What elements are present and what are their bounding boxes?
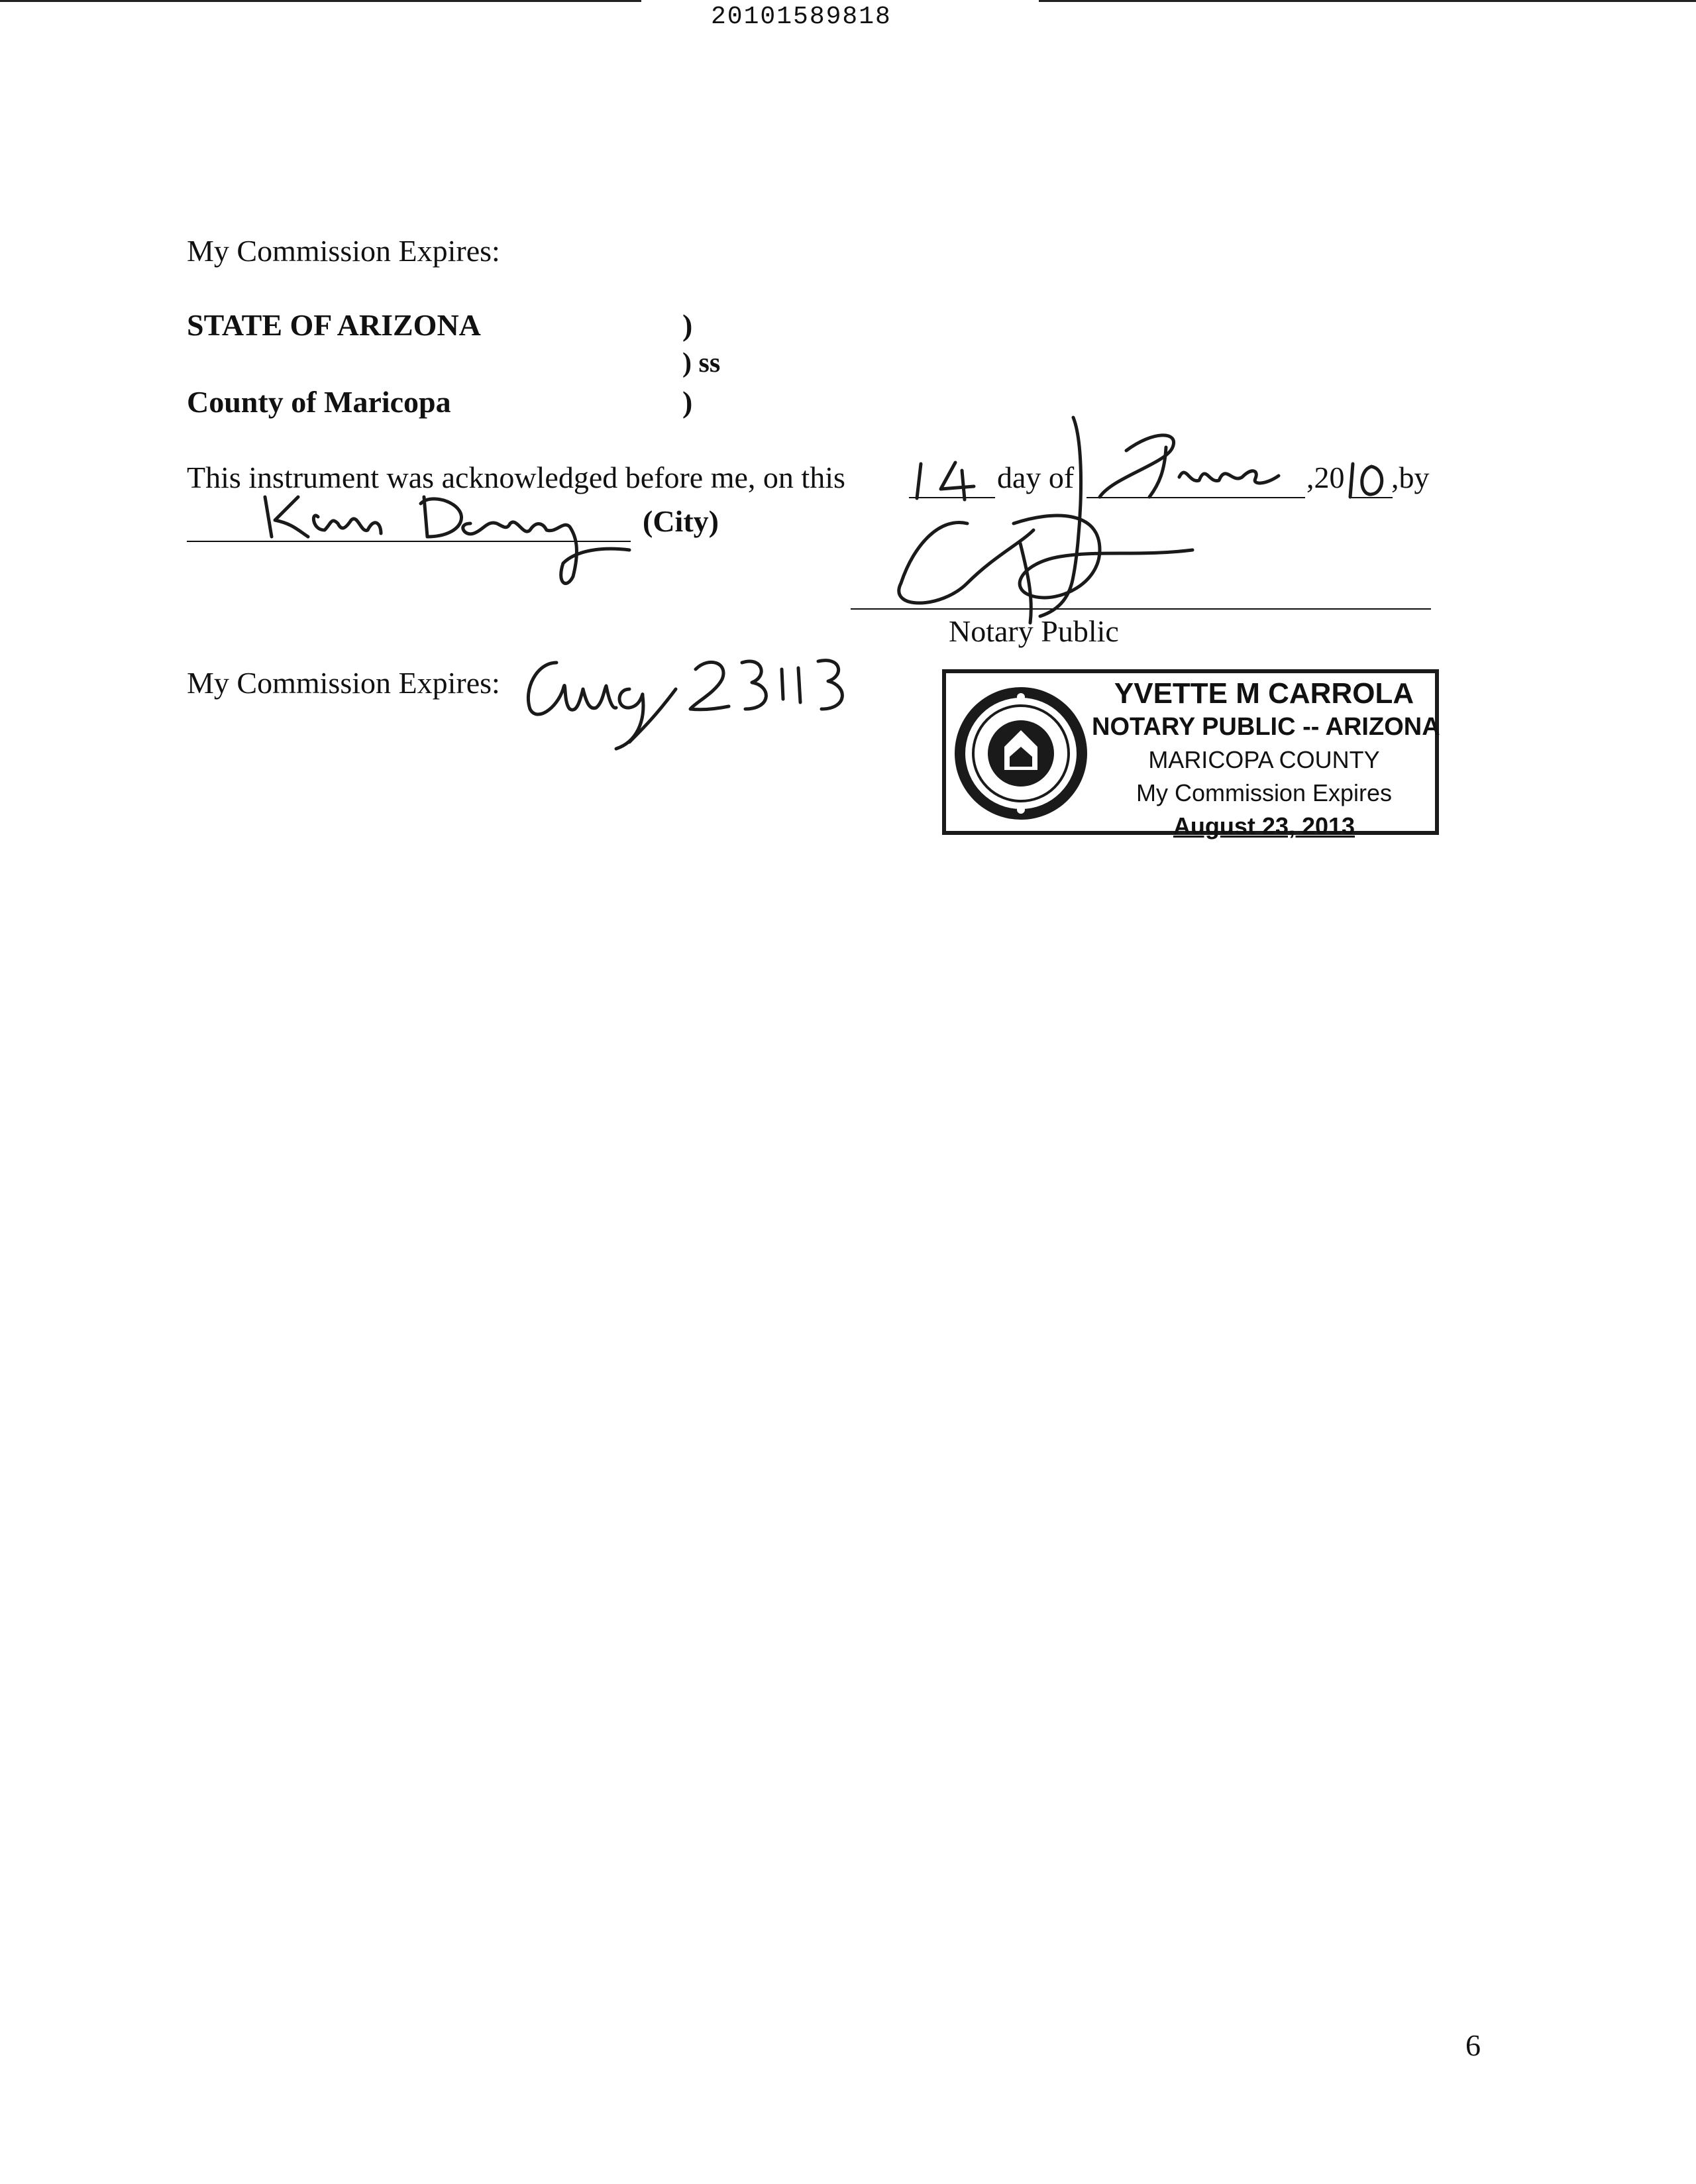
top-border-line [0,0,641,2]
state-label: STATE OF ARIZONA [187,308,481,342]
stamp-county: MARICOPA COUNTY [1148,746,1380,773]
stamp-notary-name: YVETTE M CARROLA [1114,677,1414,710]
stamp-commission-date: August 23, 2013 [1173,812,1355,840]
stamp-notary-title: NOTARY PUBLIC -- ARIZONA [1092,713,1440,741]
commission-expires-label: My Commission Expires: [187,234,500,268]
document-number: 20101589818 [711,3,892,31]
handwritten-name [245,484,629,590]
ss-marker: ) ss [682,348,721,378]
handwritten-expiration [517,649,822,755]
arizona-state-seal-icon [951,684,1090,823]
commission-expires-label-2: My Commission Expires: [187,666,500,700]
by-text: ,by [1391,461,1430,494]
notary-signature [861,411,1206,623]
year-prefix: ,20 [1306,461,1345,494]
page-number: 6 [1465,2028,1481,2062]
top-border-line [1039,0,1696,2]
stamp-commission-label: My Commission Expires [1136,779,1393,806]
notary-stamp [942,669,1440,840]
handwritten-year [1345,457,1398,504]
acknowledgment-text: This instrument was acknowledged before me, on this [187,461,845,494]
county-label: County of Maricopa [187,385,451,419]
paren-county: ) [682,385,693,419]
day-of-text: day of [997,461,1075,494]
city-label: (City) [643,504,719,538]
paren-state: ) [682,308,693,342]
notary-public-label: Notary Public [949,614,1119,648]
